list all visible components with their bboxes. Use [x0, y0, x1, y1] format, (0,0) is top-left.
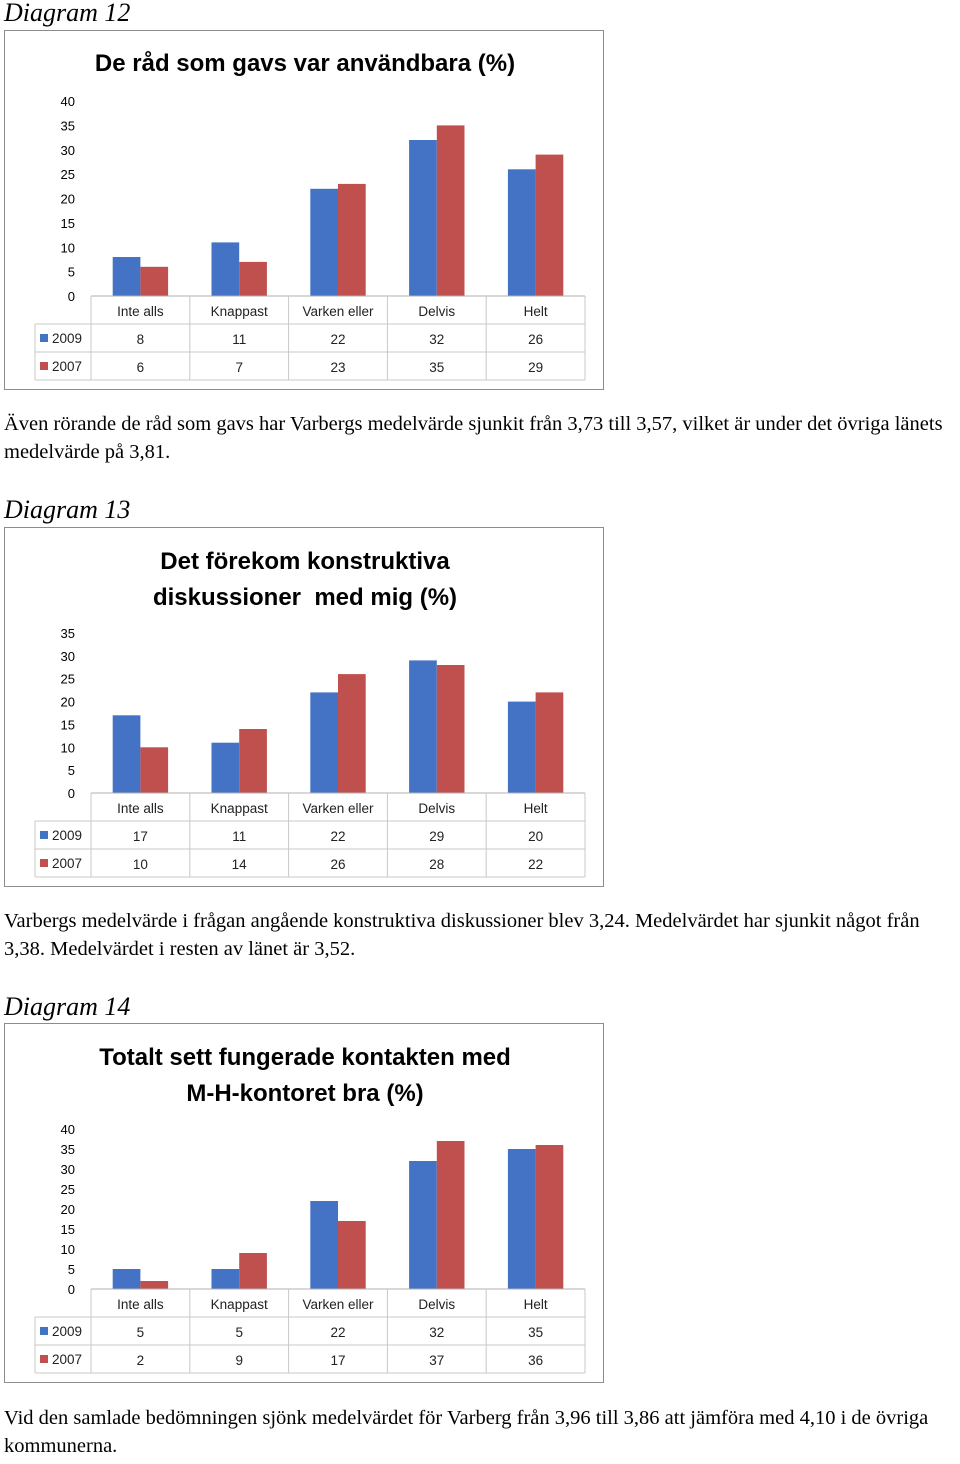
legend-key-2009 — [40, 831, 48, 839]
table-value-2009: 11 — [232, 829, 247, 844]
chart-frame-12 — [4, 30, 604, 390]
paragraph-3: Vid den samlade bedömningen sjönk medelvärdet för Varberg från 3,96 till 3,86 att jämföra med 4,10 i de övriga kommunerna. — [4, 1407, 929, 1457]
bar-2009 — [113, 1269, 141, 1289]
y-tick-label: 0 — [67, 786, 75, 801]
diagram-heading-12: Diagram 12 — [4, 0, 131, 27]
chart-title-line: Totalt sett fungerade kontakten med — [99, 1044, 511, 1071]
category-label: Knappast — [210, 304, 268, 319]
table-value-2009: 20 — [528, 829, 544, 844]
category-label: Knappast — [210, 801, 268, 816]
bar-2007 — [140, 1281, 168, 1289]
bar-2007 — [338, 1221, 366, 1289]
bar-2009 — [508, 702, 536, 793]
series-name-label: 2009 — [52, 1324, 83, 1339]
table-value-2007: 9 — [235, 1353, 243, 1368]
table-value-2009: 22 — [330, 829, 346, 844]
y-tick-label: 5 — [67, 763, 75, 779]
bar-2009 — [508, 1149, 536, 1289]
y-tick-label: 25 — [60, 1182, 75, 1197]
table-value-2007: 36 — [528, 1353, 544, 1368]
y-tick-label: 15 — [60, 1222, 75, 1237]
table-value-2007: 23 — [330, 360, 346, 375]
bar-chart-14 — [5, 1024, 603, 1382]
table-value-2009: 11 — [232, 332, 247, 347]
table-value-2009: 17 — [132, 829, 148, 844]
table-value-2007: 7 — [235, 360, 243, 375]
y-tick-label: 30 — [60, 1162, 75, 1177]
y-tick-label: 25 — [60, 167, 75, 183]
series-name-label: 2007 — [52, 856, 83, 871]
bar-2007 — [239, 729, 267, 793]
bar-2009 — [310, 189, 338, 296]
y-tick-label: 10 — [60, 1242, 75, 1257]
y-tick-label: 35 — [60, 1142, 75, 1157]
bar-2007 — [536, 1145, 564, 1289]
table-value-2009: 26 — [528, 332, 544, 347]
table-value-2009: 32 — [429, 332, 445, 347]
bar-2009 — [310, 692, 338, 793]
series-name-label: 2007 — [52, 359, 83, 374]
table-value-2009: 5 — [235, 1325, 243, 1340]
paragraph-2: Varbergs medelvärde i frågan angående konstruktiva diskussioner blev 3,24. Medelvärdet har sjunkit något från 3,38. Medelvärdet i resten av länet är 3,52. — [4, 910, 920, 960]
category-label: Delvis — [418, 304, 456, 319]
table-value-2007: 28 — [429, 857, 445, 872]
table-value-2007: 14 — [231, 857, 247, 872]
diagram-heading-13: Diagram 13 — [4, 495, 131, 524]
bar-2009 — [310, 1201, 338, 1289]
y-tick-label: 30 — [60, 142, 75, 158]
bar-2007 — [338, 184, 366, 296]
series-name-label: 2007 — [52, 1352, 83, 1367]
diagram-heading-14: Diagram 14 — [4, 992, 131, 1021]
table-value-2007: 10 — [132, 857, 148, 872]
bar-2009 — [212, 1269, 240, 1289]
bar-2007 — [536, 692, 564, 793]
y-tick-label: 10 — [60, 240, 75, 256]
y-tick-label: 5 — [67, 1262, 75, 1277]
y-tick-label: 35 — [60, 626, 75, 641]
category-label: Varken eller — [302, 1297, 374, 1312]
bar-2007 — [239, 262, 267, 296]
category-label: Helt — [523, 304, 548, 319]
bar-2009 — [212, 242, 240, 296]
category-label: Helt — [523, 801, 548, 816]
table-value-2007: 35 — [429, 360, 445, 375]
bar-2007 — [239, 1253, 267, 1289]
y-tick-label: 40 — [60, 1122, 75, 1137]
bar-2009 — [113, 257, 141, 296]
bar-2009 — [409, 1161, 437, 1289]
category-label: Helt — [523, 1297, 548, 1312]
y-tick-label: 25 — [60, 671, 75, 687]
table-value-2007: 22 — [528, 857, 544, 872]
bar-2009 — [409, 660, 437, 793]
y-tick-label: 5 — [67, 264, 75, 280]
category-label: Varken eller — [302, 304, 374, 319]
chart-title-line: M-H-kontoret bra (%) — [186, 1080, 424, 1107]
table-value-2009: 5 — [136, 1325, 145, 1340]
bar-2007 — [338, 674, 366, 793]
bar-2009 — [508, 169, 536, 296]
legend-key-2007 — [40, 1355, 48, 1363]
paragraph-1: Även rörande de råd som gavs har Varbergs medelvärde sjunkit från 3,73 till 3,57, vilket är under det övriga länets medelvärde på 3,81. — [4, 413, 943, 463]
category-label: Inte alls — [117, 801, 164, 816]
bar-2007 — [536, 155, 564, 296]
table-value-2007: 29 — [528, 360, 544, 375]
y-tick-label: 15 — [60, 717, 75, 733]
category-label: Knappast — [210, 1297, 268, 1312]
chart-title-line: Det förekom konstruktiva — [160, 548, 450, 575]
legend-key-2007 — [40, 362, 48, 370]
bar-2007 — [437, 1141, 465, 1289]
y-tick-label: 20 — [60, 694, 75, 710]
bar-2007 — [437, 665, 465, 793]
table-value-2009: 22 — [330, 332, 346, 347]
series-name-label: 2009 — [52, 331, 83, 346]
category-label: Inte alls — [117, 1297, 164, 1312]
bar-2009 — [409, 140, 437, 296]
y-tick-label: 30 — [60, 648, 75, 664]
legend-key-2009 — [40, 1327, 48, 1335]
y-tick-label: 20 — [60, 1202, 75, 1217]
table-value-2007: 37 — [429, 1353, 445, 1368]
y-tick-label: 0 — [67, 1282, 75, 1297]
y-tick-label: 35 — [60, 118, 75, 134]
bar-2009 — [113, 715, 141, 793]
y-tick-label: 15 — [60, 215, 75, 231]
table-value-2009: 8 — [136, 332, 145, 347]
chart-frame-14 — [4, 1023, 604, 1383]
category-label: Delvis — [418, 801, 456, 816]
legend-key-2009 — [40, 334, 48, 342]
table-value-2007: 6 — [136, 360, 145, 375]
bar-chart-12 — [5, 31, 603, 389]
chart-title-line: diskussioner med mig (%) — [152, 584, 458, 611]
table-value-2007: 17 — [330, 1353, 346, 1368]
table-value-2007: 26 — [330, 857, 346, 872]
bar-2009 — [212, 743, 240, 793]
bar-2007 — [437, 125, 465, 296]
bar-chart-13 — [5, 528, 603, 886]
chart-frame-13 — [4, 527, 604, 887]
table-value-2009: 29 — [429, 829, 445, 844]
table-value-2007: 2 — [136, 1353, 145, 1368]
category-label: Delvis — [418, 1297, 456, 1312]
y-tick-label: 20 — [60, 191, 75, 207]
y-tick-label: 10 — [60, 740, 75, 756]
y-tick-label: 40 — [60, 94, 75, 109]
chart-title-line: De råd som gavs var användbara (%) — [94, 50, 516, 77]
table-value-2009: 22 — [330, 1325, 346, 1340]
bar-2007 — [140, 747, 168, 793]
category-label: Varken eller — [302, 801, 374, 816]
table-value-2009: 35 — [528, 1325, 544, 1340]
series-name-label: 2009 — [52, 828, 83, 843]
table-value-2009: 32 — [429, 1325, 445, 1340]
category-label: Inte alls — [117, 304, 164, 319]
legend-key-2007 — [40, 859, 48, 867]
y-tick-label: 0 — [67, 289, 75, 304]
bar-2007 — [140, 267, 168, 296]
